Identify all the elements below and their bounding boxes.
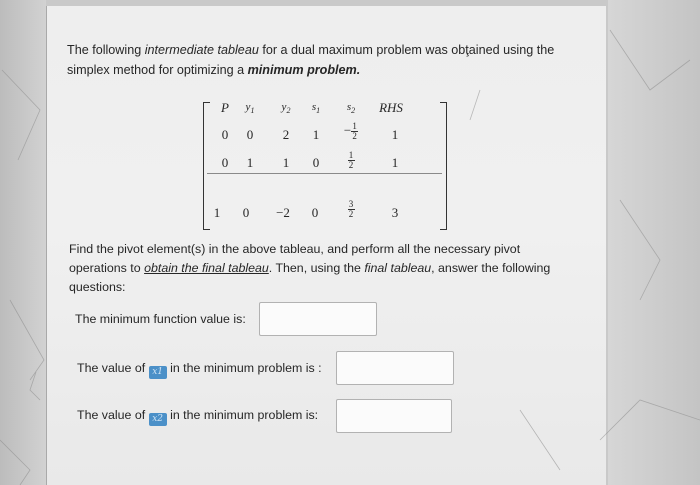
header-s2: $s_2$: [346, 101, 356, 116]
x2-variable-chip: x2: [149, 413, 167, 426]
x1-value-input[interactable]: [336, 351, 454, 385]
question-min-value-label: The minimum function value is:: [75, 312, 246, 326]
min-value-input[interactable]: [259, 302, 377, 336]
problem-intro: [67, 40, 587, 80]
background-right: [608, 0, 700, 485]
cell-r2-s1: 0: [312, 155, 320, 170]
header-rhs: RHS: [379, 100, 403, 115]
intro-emphasis-1: intermediate tableau: [144, 43, 259, 57]
question-card: [46, 6, 606, 485]
cell-r1-s2: − $\frac{1}{2}$: [343, 121, 357, 141]
cell-r1-rhs: 1: [391, 127, 399, 142]
cell-r2-rhs: 1: [391, 155, 399, 170]
header-y2: $y_2$: [281, 101, 291, 116]
instructions: [69, 240, 569, 297]
cell-r3-rhs: 3: [391, 205, 399, 220]
cell-r3-s2: $\frac{3}{2}$: [348, 199, 354, 219]
x2-value-input[interactable]: [336, 399, 452, 433]
cell-r2-s2: $\frac{1}{2}$: [348, 150, 354, 170]
cell-r2-y2: 1: [282, 155, 290, 170]
header-s1: $s_1$: [311, 101, 321, 116]
q2-text-after: in the minimum problem is :: [166, 361, 322, 375]
q2-text-before: The value of: [77, 361, 149, 375]
tableau-right-bracket: [440, 102, 447, 230]
cell-r1-p: 0: [221, 127, 229, 142]
cell-r3-y1: 0: [242, 205, 250, 220]
x1-variable-chip: x1: [149, 366, 167, 379]
intro-text-1: The following: [67, 43, 145, 57]
cell-r3-y2: −2: [276, 205, 290, 220]
intro-emphasis-2: minimum problem.: [247, 63, 361, 77]
background-left: [0, 0, 46, 485]
instructions-text-3: , answer the following questions:: [69, 261, 551, 294]
simplex-tableau: [203, 96, 447, 226]
instructions-emphasis: final tableau: [364, 261, 432, 275]
header-y1: $y_1$: [245, 101, 255, 116]
cell-r2-y1: 1: [246, 155, 254, 170]
cell-r1-y1: 0: [246, 127, 254, 142]
instructions-text-1: Find the pivot element(s) in the above tableau, and perform all the necessary pivot operations to: [69, 242, 521, 275]
cell-r1-y2: 2: [282, 127, 290, 142]
instructions-text-2: . Then, using the: [268, 261, 365, 275]
header-p: P: [221, 100, 229, 115]
question-x2-label: [77, 408, 318, 426]
intro-text-2: for a dual maximum problem was obţained using the simplex method for optimizing a: [67, 43, 555, 77]
cell-r1-s1: 1: [312, 127, 320, 142]
final-tableau-link[interactable]: obtain the final tableau: [144, 261, 269, 275]
cell-r3-s1: 0: [311, 205, 319, 220]
cell-r3-p: 1: [213, 205, 221, 220]
tableau-objective-divider: [207, 173, 442, 174]
q3-text-after: in the minimum problem is:: [166, 408, 319, 422]
q3-text-before: The value of: [77, 408, 149, 422]
question-x1-label: [77, 361, 322, 379]
cell-r2-p: 0: [221, 155, 229, 170]
